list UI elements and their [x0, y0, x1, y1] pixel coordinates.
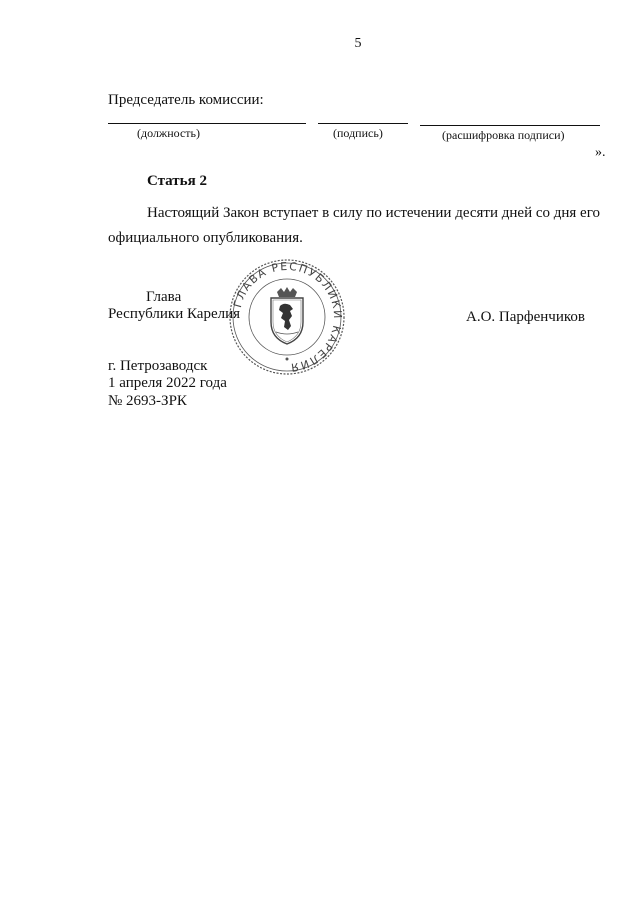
decoding-caption: (расшифровка подписи) — [442, 128, 565, 142]
signatory-organization: Республики Карелия — [108, 306, 241, 322]
issuance-date: 1 апреля 2022 года — [108, 375, 227, 391]
coat-of-arms-icon — [271, 287, 303, 344]
law-number: № 2693-ЗРК — [108, 393, 187, 409]
decoding-line — [420, 125, 600, 126]
article-text-line-2: официального опубликования. — [108, 230, 303, 246]
issuance-place: г. Петрозаводск — [108, 358, 208, 374]
position-line — [108, 123, 306, 124]
seal-text: ГЛАВА РЕСПУБЛИКИ КАРЕЛИЯ — [231, 259, 345, 375]
closing-quote: ». — [595, 145, 606, 160]
page-number: 5 — [354, 36, 362, 51]
official-seal — [228, 258, 346, 376]
chairman-label: Председатель комиссии: — [108, 92, 264, 108]
article-text-line-1: Настоящий Закон вступает в силу по истечении десяти дней со дня его — [147, 205, 600, 221]
article-title: Статья 2 — [147, 173, 207, 189]
signature-caption: (подпись) — [333, 126, 383, 140]
signatory-title: Глава — [146, 289, 182, 305]
signatory-name: А.О. Парфенчиков — [466, 309, 585, 325]
signature-line — [318, 123, 408, 124]
position-caption: (должность) — [137, 126, 200, 140]
